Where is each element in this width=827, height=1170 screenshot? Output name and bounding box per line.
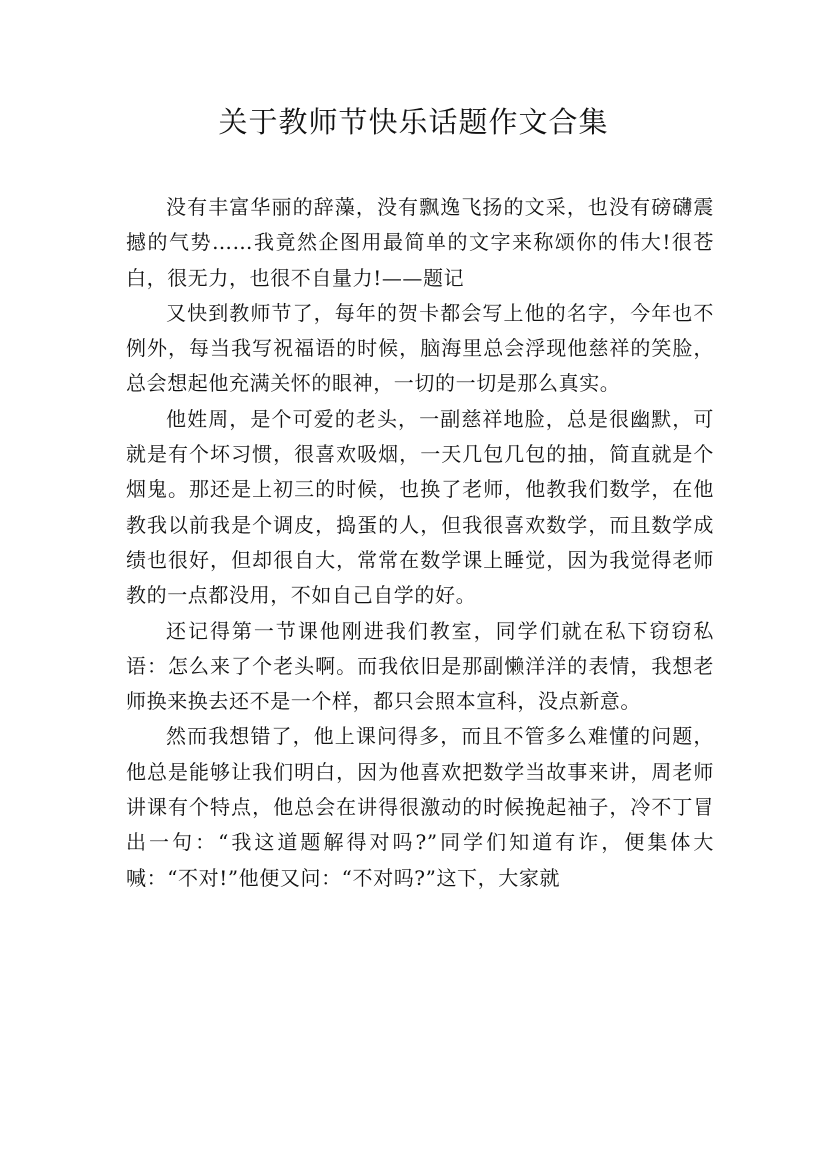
paragraph-1: 没有丰富华丽的辞藻，没有飘逸飞扬的文采，也没有磅礴震撼的气势……我竟然企图用最简单的文字来称颂你的伟大!很苍白，很无力，也很不自量力!——题记 bbox=[126, 195, 714, 290]
paragraph-2: 又快到教师节了，每年的贺卡都会写上他的名字，今年也不例外，每当我写祝福语的时候，脑海里总会浮现他慈祥的笑脸，总会想起他充满关怀的眼神，一切的一切是那么真实。 bbox=[126, 300, 714, 396]
paragraph-5: 然而我想错了，他上课问得多，而且不管多么难懂的问题，他总是能够让我们明白，因为他喜欢把数学当故事来讲，周老师讲课有个特点，他总会在讲得很激动的时候挽起袖子，冷不丁冒出一句：“我这道题解得对吗?”同学们知道有诈，便集体大喊：“不对!”他便又问：“不对吗?”这下，大家就 bbox=[126, 724, 714, 890]
paragraph-4: 还记得第一节课他刚进我们教室，同学们就在私下窃窃私语：怎么来了个老头啊。而我依旧是那副懒洋洋的表情，我想老师换来换去还不是一个样，都只会照本宣科，没点新意。 bbox=[126, 618, 714, 714]
document-body bbox=[126, 190, 714, 896]
document-title: 关于教师节快乐话题作文合集 bbox=[218, 105, 609, 139]
paragraph-3: 他姓周，是个可爱的老头，一副慈祥地脸，总是很幽默，可就是有个坏习惯，很喜欢吸烟，一天几包几包的抽，简直就是个烟鬼。那还是上初三的时候，也换了老师，他教我们数学，在他教我以前我是个调皮，捣蛋的人，但我很喜欢数学，而且数学成绩也很好，但却很自大，常常在数学课上睡觉，因为我觉得老师教的一点都没用，不如自己自学的好。 bbox=[126, 406, 714, 608]
